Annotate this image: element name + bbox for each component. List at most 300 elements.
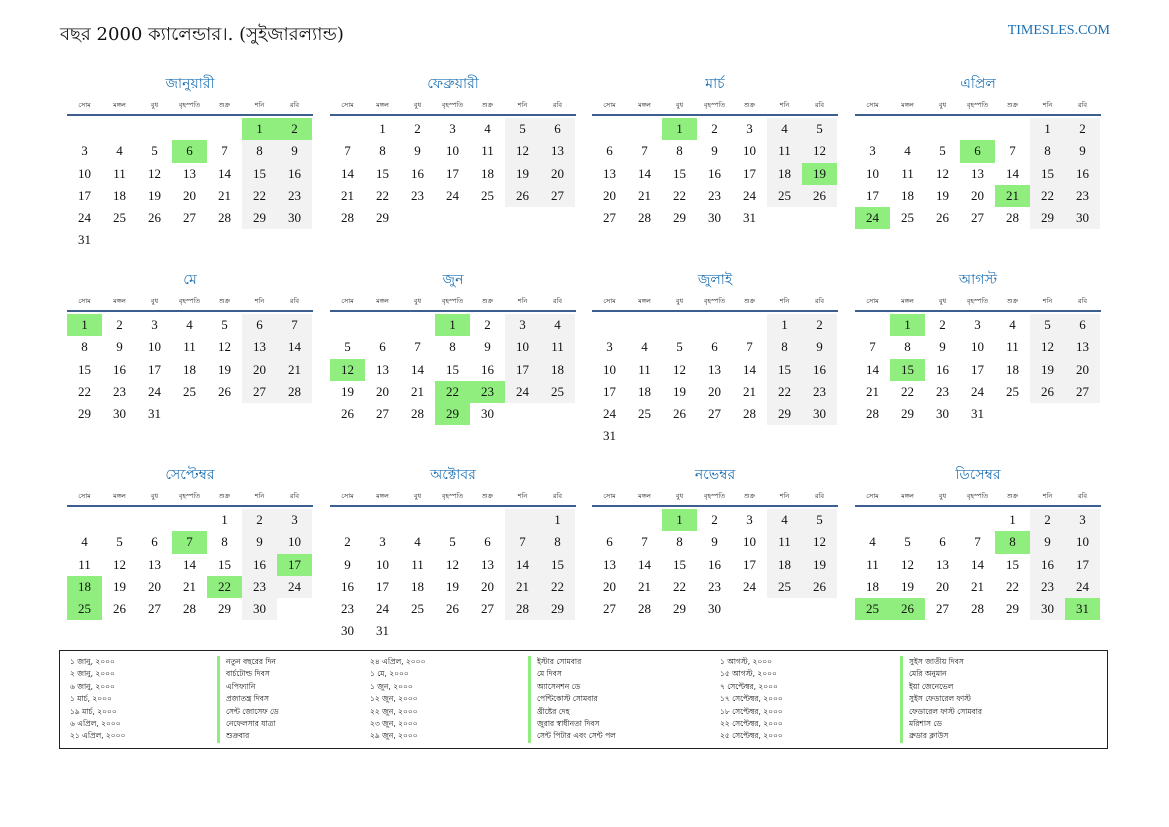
holiday-day: 6 <box>172 140 207 162</box>
day-cell: 16 <box>802 359 837 381</box>
day-cell: 15 <box>673 165 686 181</box>
day-cell: 25 <box>411 601 424 617</box>
day-cell: 23 <box>802 381 837 403</box>
day-cell: 4 <box>767 509 802 531</box>
weekday-label: মঙ্গল <box>901 296 914 305</box>
empty-day <box>67 509 102 531</box>
holiday-date: ১৭ সেপ্টেম্বর, ২০০০ <box>720 694 783 704</box>
day-grid <box>592 509 838 620</box>
day-cell: 30 <box>936 406 949 422</box>
month-name: সেপ্টেম্বর <box>165 467 215 483</box>
holiday-day: 25 <box>67 598 102 620</box>
day-cell: 12 <box>936 165 949 181</box>
holiday-day: 26 <box>890 598 925 620</box>
day-cell: 6 <box>606 534 613 550</box>
day-cell: 8 <box>221 534 228 550</box>
holiday-date: ১ জানু, ২০০০ <box>70 657 115 666</box>
day-cell: 4 <box>767 118 802 140</box>
weekday-header <box>592 96 838 114</box>
day-cell: 26 <box>802 185 837 207</box>
holiday-name: নেফেলসার যাত্রা <box>217 718 279 730</box>
day-cell: 10 <box>743 534 756 550</box>
day-cell: 5 <box>904 534 911 550</box>
day-cell: 10 <box>866 165 879 181</box>
month-name: জুন <box>442 272 464 288</box>
day-cell: 29 <box>901 406 914 422</box>
empty-day <box>172 509 207 531</box>
day-cell: 15 <box>78 361 91 377</box>
day-cell: 26 <box>446 601 459 617</box>
day-cell: 8 <box>1030 140 1065 162</box>
header-rule <box>330 114 576 116</box>
day-cell: 29 <box>1030 207 1065 229</box>
day-cell: 13 <box>936 556 949 572</box>
day-cell: 21 <box>866 383 879 399</box>
month-name: নভেম্বর <box>694 467 736 483</box>
month-block <box>855 269 1101 425</box>
day-cell: 22 <box>1030 185 1065 207</box>
day-cell: 2 <box>1030 509 1065 531</box>
holiday-date: ২৯ জুন, ২০০০ <box>370 731 418 741</box>
holiday-name: মরিশাস ডে <box>900 718 982 730</box>
day-cell: 14 <box>971 556 984 572</box>
day-cell: 9 <box>1030 531 1065 553</box>
empty-day <box>400 509 435 531</box>
day-cell: 6 <box>379 339 386 355</box>
day-cell: 3 <box>746 121 753 136</box>
day-cell: 17 <box>1065 554 1100 576</box>
header-rule <box>592 114 838 116</box>
day-cell: 14 <box>505 554 540 576</box>
day-cell: 16 <box>113 361 126 377</box>
day-cell: 9 <box>1065 140 1100 162</box>
day-cell: 23 <box>1065 185 1100 207</box>
day-cell: 17 <box>376 578 389 594</box>
holiday-name: বার্চটোল্ড দিবস <box>217 668 279 680</box>
day-cell: 21 <box>277 359 312 381</box>
month-name: মে <box>183 272 197 288</box>
weekday-header <box>67 292 313 310</box>
holiday-name: খ্রীষ্টের দেহ <box>528 706 616 718</box>
day-cell: 18 <box>767 554 802 576</box>
weekday-label: বৃহস্পতি <box>966 100 989 109</box>
day-cell: 14 <box>218 165 231 181</box>
day-cell: 12 <box>1030 336 1065 358</box>
day-cell: 11 <box>767 140 802 162</box>
holiday-day: 6 <box>960 140 995 162</box>
empty-day <box>330 314 365 336</box>
day-cell: 8 <box>767 336 802 358</box>
day-cell: 1 <box>1009 512 1016 527</box>
weekday-label: শুক্র <box>1006 296 1019 305</box>
day-cell: 10 <box>78 165 91 181</box>
day-cell: 4 <box>116 143 123 159</box>
day-cell: 12 <box>673 361 686 377</box>
day-cell: 11 <box>901 165 914 181</box>
day-cell: 23 <box>277 185 312 207</box>
day-cell: 30 <box>242 598 277 620</box>
holiday-name: সুইস জাতীয় দিবস <box>900 656 982 668</box>
day-cell: 19 <box>1030 359 1065 381</box>
day-cell: 1 <box>1030 118 1065 140</box>
day-cell: 28 <box>638 210 651 226</box>
weekday-label: বুধ <box>413 296 422 305</box>
holiday-day: 21 <box>995 185 1030 207</box>
header-rule <box>67 114 313 116</box>
day-cell: 31 <box>148 406 161 422</box>
weekday-label: বৃহস্পতি <box>178 296 201 305</box>
empty-day <box>470 509 505 531</box>
holiday-date: ১৫ আগস্ট, ২০০০ <box>720 669 777 679</box>
month-name: জানুয়ারী <box>165 76 215 92</box>
weekday-label: রবি <box>814 100 825 109</box>
day-cell: 24 <box>971 383 984 399</box>
day-cell: 17 <box>743 556 756 572</box>
day-cell: 28 <box>866 406 879 422</box>
empty-day <box>960 118 995 140</box>
holiday-name: নতুন বছরের দিন <box>217 656 279 668</box>
weekday-label: সোম <box>866 491 879 500</box>
day-cell: 20 <box>936 578 949 594</box>
weekday-label: বৃহস্পতি <box>966 491 989 500</box>
weekday-label: শুক্র <box>481 491 494 500</box>
day-cell: 9 <box>802 336 837 358</box>
day-cell: 30 <box>1030 598 1065 620</box>
day-cell: 21 <box>183 578 196 594</box>
day-cell: 16 <box>708 556 721 572</box>
day-cell: 14 <box>866 361 879 377</box>
weekday-label: সোম <box>341 296 354 305</box>
day-cell: 24 <box>446 187 459 203</box>
day-cell: 3 <box>379 534 386 550</box>
weekday-label: রবি <box>1077 100 1088 109</box>
day-cell: 9 <box>711 143 718 159</box>
day-cell: 10 <box>505 336 540 358</box>
day-cell: 2 <box>484 317 491 332</box>
empty-day <box>697 314 732 336</box>
day-cell: 4 <box>641 339 648 355</box>
holiday-day: 2 <box>277 118 312 140</box>
day-cell: 24 <box>743 187 756 203</box>
empty-day <box>365 509 400 531</box>
day-cell: 28 <box>971 601 984 617</box>
day-cell: 22 <box>901 383 914 399</box>
day-cell: 30 <box>341 623 354 639</box>
day-cell: 24 <box>277 576 312 598</box>
empty-day <box>505 509 540 531</box>
day-cell: 13 <box>376 361 389 377</box>
weekday-label: শুক্র <box>743 296 756 305</box>
day-cell: 12 <box>802 140 837 162</box>
day-cell: 20 <box>971 187 984 203</box>
day-cell: 25 <box>113 210 126 226</box>
holiday-day: 1 <box>435 314 470 336</box>
day-cell: 18 <box>866 578 879 594</box>
day-cell: 17 <box>971 361 984 377</box>
day-cell: 15 <box>767 359 802 381</box>
holiday-name-column <box>217 656 279 743</box>
day-cell: 7 <box>505 531 540 553</box>
day-cell: 24 <box>505 381 540 403</box>
day-cell: 9 <box>116 339 123 355</box>
day-cell: 26 <box>673 406 686 422</box>
holiday-day: 25 <box>855 598 890 620</box>
day-cell: 22 <box>1006 578 1019 594</box>
day-cell: 4 <box>540 314 575 336</box>
day-cell: 12 <box>218 339 231 355</box>
day-grid <box>330 509 576 643</box>
day-cell: 18 <box>540 359 575 381</box>
day-cell: 2 <box>711 512 718 527</box>
day-cell: 26 <box>802 576 837 598</box>
day-cell: 15 <box>1030 163 1065 185</box>
holiday-name: সেন্ট পিটার এবং সেন্ট পল <box>528 730 616 742</box>
day-cell: 3 <box>606 339 613 355</box>
day-cell: 1 <box>540 509 575 531</box>
empty-day <box>330 509 365 531</box>
day-cell: 12 <box>505 140 540 162</box>
day-cell: 17 <box>446 165 459 181</box>
day-cell: 11 <box>1006 339 1019 355</box>
day-cell: 2 <box>116 317 123 332</box>
day-cell: 25 <box>901 210 914 226</box>
day-cell: 3 <box>81 143 88 159</box>
day-cell: 28 <box>505 598 540 620</box>
empty-day <box>855 314 890 336</box>
day-cell: 5 <box>1030 314 1065 336</box>
day-grid <box>592 314 838 448</box>
weekday-label: সোম <box>341 491 354 500</box>
weekday-label: মঙ্গল <box>113 296 126 305</box>
day-cell: 16 <box>1030 554 1065 576</box>
day-grid <box>67 509 313 620</box>
day-cell: 11 <box>183 339 196 355</box>
day-cell: 20 <box>148 578 161 594</box>
weekday-label: শনি <box>1042 491 1053 500</box>
day-cell: 30 <box>708 210 721 226</box>
day-cell: 30 <box>1065 207 1100 229</box>
day-cell: 26 <box>1030 381 1065 403</box>
holiday-name: মেরি অনুমান <box>900 668 982 680</box>
day-cell: 20 <box>708 383 721 399</box>
day-cell: 22 <box>673 187 686 203</box>
header-rule <box>855 310 1101 312</box>
weekday-label: বুধ <box>413 491 422 500</box>
day-cell: 28 <box>638 601 651 617</box>
day-cell: 22 <box>242 185 277 207</box>
day-cell: 14 <box>411 361 424 377</box>
day-cell: 28 <box>183 601 196 617</box>
day-cell: 5 <box>676 339 683 355</box>
weekday-label: বুধ <box>938 491 947 500</box>
day-cell: 26 <box>936 210 949 226</box>
day-cell: 2 <box>939 317 946 332</box>
day-cell: 23 <box>113 383 126 399</box>
day-cell: 19 <box>673 383 686 399</box>
weekday-label: বুধ <box>675 491 684 500</box>
weekday-label: শুক্র <box>481 296 494 305</box>
day-cell: 20 <box>481 578 494 594</box>
day-cell: 3 <box>974 317 981 332</box>
day-cell: 23 <box>411 187 424 203</box>
day-cell: 30 <box>708 601 721 617</box>
day-cell: 12 <box>148 165 161 181</box>
day-cell: 13 <box>1065 336 1100 358</box>
month-block <box>67 73 313 252</box>
header-rule <box>330 505 576 507</box>
day-cell: 19 <box>936 187 949 203</box>
day-cell: 13 <box>603 556 616 572</box>
weekday-label: শনি <box>517 491 528 500</box>
holiday-date: ৬ এপ্রিল, ২০০০ <box>70 718 121 728</box>
day-cell: 20 <box>603 578 616 594</box>
day-cell: 5 <box>221 317 228 332</box>
holiday-name: প্রজাতন্ত্র দিবস <box>217 693 279 705</box>
day-cell: 19 <box>218 361 231 377</box>
holiday-day: 12 <box>330 359 365 381</box>
weekday-label: মঙ্গল <box>638 296 651 305</box>
day-cell: 3 <box>277 509 312 531</box>
day-cell: 27 <box>183 210 196 226</box>
day-cell: 3 <box>151 317 158 332</box>
weekday-label: রবি <box>814 296 825 305</box>
day-cell: 18 <box>411 578 424 594</box>
empty-day <box>627 314 662 336</box>
day-cell: 27 <box>242 381 277 403</box>
holiday-day: 1 <box>67 314 102 336</box>
day-cell: 9 <box>344 556 351 572</box>
weekday-label: সোম <box>78 100 91 109</box>
day-cell: 23 <box>708 187 721 203</box>
weekday-label: শনি <box>1042 100 1053 109</box>
day-cell: 25 <box>540 381 575 403</box>
empty-day <box>925 118 960 140</box>
weekday-label: বৃহস্পতি <box>441 100 464 109</box>
day-cell: 27 <box>540 185 575 207</box>
day-cell: 10 <box>1065 531 1100 553</box>
holiday-name: ব্রুডার ক্লাউস <box>900 730 982 742</box>
weekday-label: সোম <box>341 100 354 109</box>
empty-day <box>102 118 137 140</box>
empty-day <box>137 118 172 140</box>
day-cell: 16 <box>936 361 949 377</box>
day-cell: 13 <box>603 165 616 181</box>
site-link[interactable]: TIMESLES.COM <box>1007 23 1110 38</box>
day-cell: 13 <box>183 165 196 181</box>
month-name: মার্চ <box>705 76 725 92</box>
month-block <box>592 464 838 620</box>
day-cell: 10 <box>277 531 312 553</box>
day-cell: 18 <box>113 187 126 203</box>
holiday-day: 19 <box>802 163 837 185</box>
day-cell: 8 <box>242 140 277 162</box>
day-cell: 15 <box>673 556 686 572</box>
empty-day <box>592 509 627 531</box>
holiday-date: ২২ জুন, ২০০০ <box>370 706 418 716</box>
weekday-label: রবি <box>814 491 825 500</box>
day-cell: 15 <box>376 165 389 181</box>
weekday-label: বৃহস্পতি <box>966 296 989 305</box>
day-cell: 19 <box>446 578 459 594</box>
holiday-name: অ্যাসেনশন ডে <box>528 681 616 693</box>
weekday-label: সোম <box>866 100 879 109</box>
day-cell: 5 <box>344 339 351 355</box>
day-cell: 11 <box>411 556 424 572</box>
weekday-label: শনি <box>779 491 790 500</box>
empty-day <box>67 118 102 140</box>
day-cell: 16 <box>277 163 312 185</box>
day-cell: 17 <box>866 187 879 203</box>
weekday-label: শনি <box>779 100 790 109</box>
day-cell: 9 <box>414 143 421 159</box>
day-cell: 18 <box>767 163 802 185</box>
page-title: বছর 2000 ক্যালেন্ডার।. (সুইজারল্যান্ড) <box>60 24 344 45</box>
holiday-day: 22 <box>207 576 242 598</box>
holiday-date: ২১ এপ্রিল, ২০০০ <box>70 731 126 741</box>
holiday-date: ১৯ মার্চ, ২০০০ <box>70 706 117 716</box>
weekday-label: শুক্র <box>743 100 756 109</box>
weekday-label: শনি <box>779 296 790 305</box>
day-cell: 30 <box>113 406 126 422</box>
holiday-day: 8 <box>995 531 1030 553</box>
weekday-label: বৃহস্পতি <box>703 100 726 109</box>
holiday-name: জুরার স্বাধীনতা দিবস <box>528 718 616 730</box>
day-cell: 18 <box>183 361 196 377</box>
holiday-date: ২৩ জুন, ২০০০ <box>370 718 418 728</box>
day-cell: 2 <box>711 121 718 136</box>
day-cell: 21 <box>743 383 756 399</box>
day-cell: 21 <box>638 187 651 203</box>
weekday-header <box>67 487 313 505</box>
weekday-label: বুধ <box>675 296 684 305</box>
month-name: এপ্রিল <box>960 76 996 92</box>
weekday-label: বৃহস্পতি <box>703 296 726 305</box>
day-cell: 7 <box>344 143 351 159</box>
day-cell: 22 <box>767 381 802 403</box>
holiday-date: ১ আগস্ট, ২০০০ <box>720 657 772 666</box>
weekday-label: শনি <box>517 100 528 109</box>
day-cell: 18 <box>901 187 914 203</box>
day-cell: 7 <box>1009 143 1016 159</box>
day-cell: 23 <box>1030 576 1065 598</box>
empty-day <box>137 509 172 531</box>
day-cell: 22 <box>540 576 575 598</box>
day-cell: 25 <box>183 383 196 399</box>
day-cell: 9 <box>939 339 946 355</box>
empty-day <box>400 314 435 336</box>
day-cell: 3 <box>1065 509 1100 531</box>
day-cell: 1 <box>767 314 802 336</box>
day-cell: 16 <box>481 361 494 377</box>
day-cell: 4 <box>186 317 193 332</box>
weekday-label: শুক্র <box>218 100 231 109</box>
day-cell: 6 <box>484 534 491 550</box>
day-cell: 29 <box>767 403 802 425</box>
month-block <box>330 73 576 229</box>
day-cell: 8 <box>904 339 911 355</box>
day-cell: 29 <box>242 207 277 229</box>
day-cell: 6 <box>540 118 575 140</box>
holiday-day: 15 <box>890 359 925 381</box>
day-cell: 27 <box>603 210 616 226</box>
weekday-header <box>592 292 838 310</box>
day-cell: 23 <box>936 383 949 399</box>
weekday-header <box>855 292 1101 310</box>
day-cell: 27 <box>971 210 984 226</box>
day-cell: 2 <box>802 314 837 336</box>
weekday-label: শনি <box>254 491 265 500</box>
day-cell: 16 <box>242 554 277 576</box>
